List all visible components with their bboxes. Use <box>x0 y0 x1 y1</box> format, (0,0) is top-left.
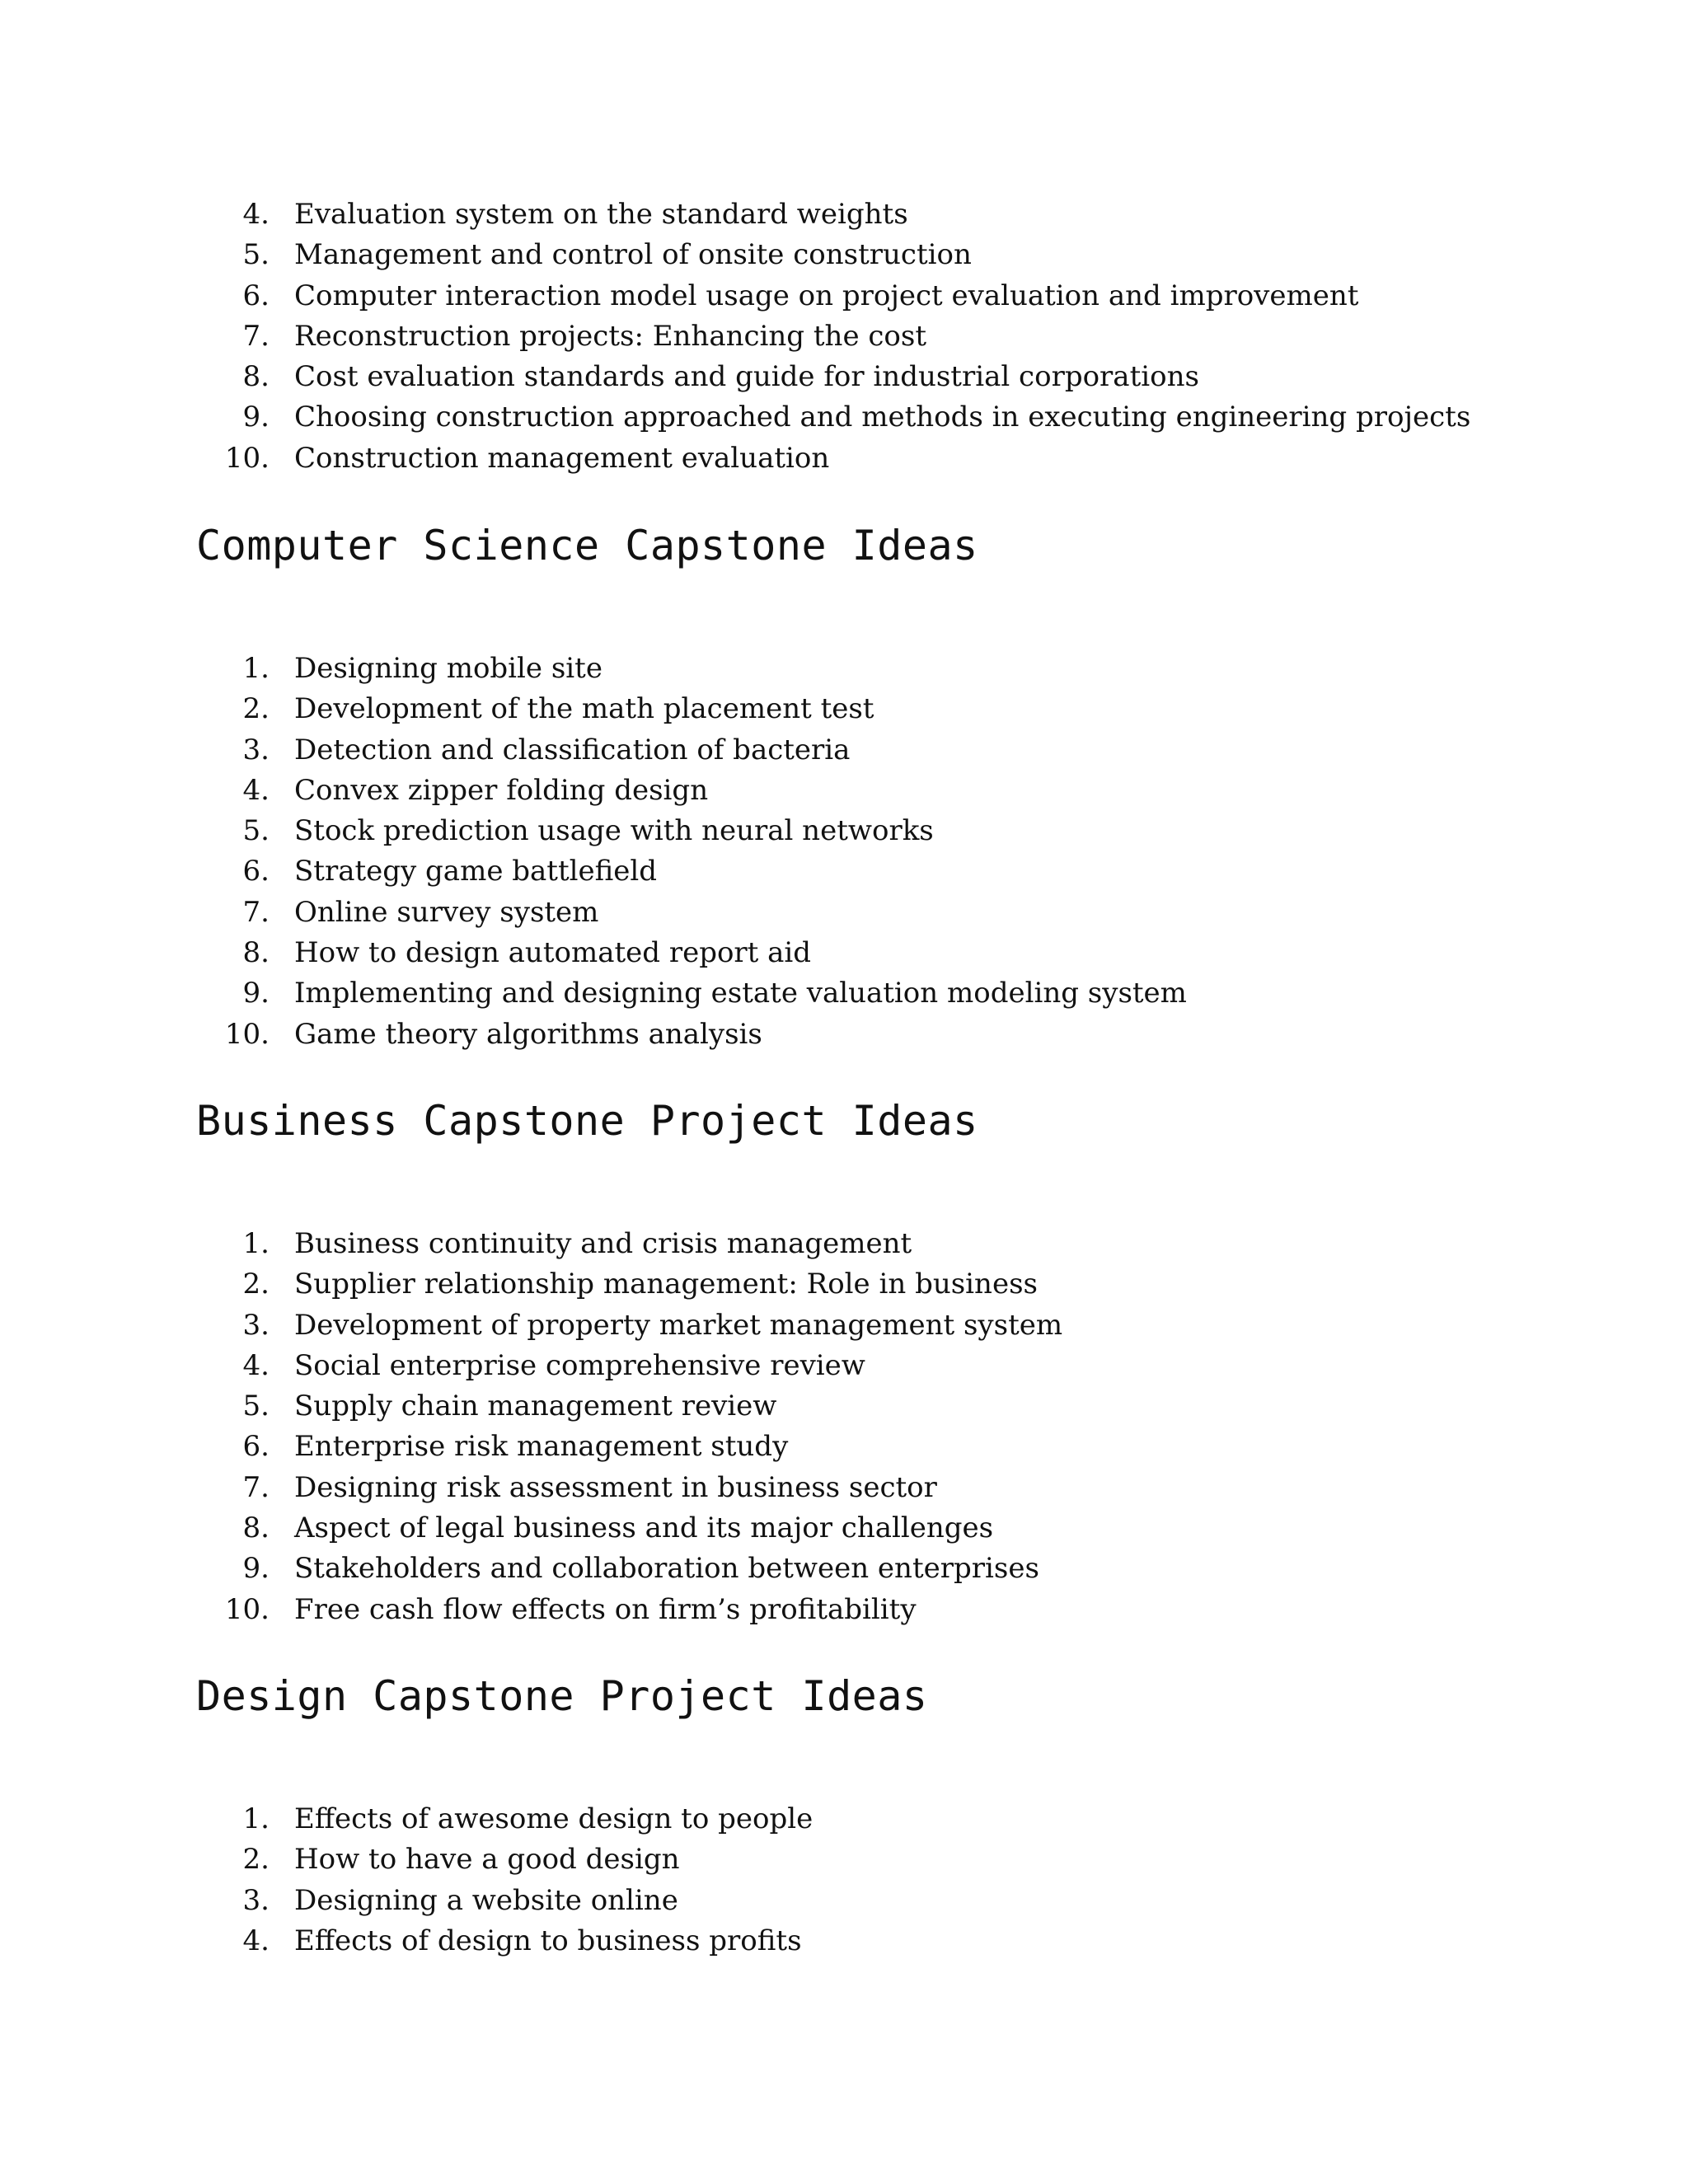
list-item-text: Designing mobile site <box>294 652 603 685</box>
list-item-text: Game theory algorithms analysis <box>294 1017 762 1051</box>
list-number: 6. <box>242 855 270 888</box>
list-item-text: Supply chain management review <box>294 1390 777 1423</box>
list-item-text: Choosing construction approached and methods in executing engineering projects <box>294 401 1471 434</box>
list-number: 8. <box>242 1511 270 1545</box>
list-item-text: How to design automated report aid <box>294 936 812 970</box>
list-number: 4. <box>242 198 270 231</box>
list-number: 3. <box>242 1308 270 1342</box>
list-number: 2. <box>242 1268 270 1301</box>
list-number: 8. <box>242 936 270 970</box>
list-item-text: Reconstruction projects: Enhancing the cost <box>294 319 926 353</box>
list-number: 3. <box>242 733 270 766</box>
list-number: 3. <box>242 1883 270 1917</box>
list-item-text: Effects of awesome design to people <box>294 1802 814 1835</box>
list-item-text: Implementing and designing estate valuation modeling system <box>294 977 1187 1010</box>
list-number: 1. <box>242 1802 270 1835</box>
list-item-text: Social enterprise comprehensive review <box>294 1348 865 1382</box>
list-item-text: Computer interaction model usage on project evaluation and improvement <box>294 279 1359 312</box>
list-number: 2. <box>242 692 270 726</box>
list-item-text: Development of the math placement test <box>294 692 874 726</box>
list-number: 2. <box>242 1843 270 1877</box>
list-item-text: Enterprise risk management study <box>294 1430 789 1464</box>
list-item-text: Evaluation system on the standard weights <box>294 198 908 231</box>
section-heading-business: Business Capstone Project Ideas <box>196 1097 978 1145</box>
list-item-text: Stock prediction usage with neural networks <box>294 814 934 848</box>
list-item-text: Stakeholders and collaboration between enterprises <box>294 1552 1039 1586</box>
list-number: 1. <box>242 1227 270 1260</box>
list-item-text: How to have a good design <box>294 1843 680 1877</box>
list-item-text: Cost evaluation standards and guide for industrial corporations <box>294 360 1199 394</box>
list-item-text: Supplier relationship management: Role in business <box>294 1268 1038 1301</box>
list-number: 4. <box>242 1924 270 1957</box>
list-item-text: Online survey system <box>294 895 599 929</box>
list-number: 9. <box>242 1552 270 1586</box>
list-number: 7. <box>242 1470 270 1504</box>
list-number: 6. <box>242 279 270 312</box>
list-number: 1. <box>242 652 270 685</box>
list-number: 9. <box>242 977 270 1010</box>
list-item-text: Designing a website online <box>294 1883 678 1917</box>
list-item-text: Business continuity and crisis management <box>294 1227 912 1260</box>
list-number: 10. <box>224 441 270 475</box>
list-item-text: Strategy game battlefield <box>294 855 658 888</box>
list-item-text: Development of property market management system <box>294 1308 1063 1342</box>
list-number: 7. <box>242 319 270 353</box>
list-item-text: Free cash flow effects on firm’s profitability <box>294 1592 917 1626</box>
list-number: 4. <box>242 1348 270 1382</box>
list-number: 4. <box>242 773 270 807</box>
list-number: 10. <box>224 1017 270 1051</box>
list-item-text: Effects of design to business profits <box>294 1924 802 1957</box>
list-number: 5. <box>242 238 270 272</box>
section-heading-computer-science: Computer Science Capstone Ideas <box>196 522 978 569</box>
list-number: 7. <box>242 895 270 929</box>
list-item-text: Detection and classification of bacteria <box>294 733 851 766</box>
list-number: 5. <box>242 814 270 848</box>
list-item-text: Management and control of onsite construction <box>294 238 972 272</box>
list-item-text: Designing risk assessment in business sector <box>294 1470 937 1504</box>
list-number: 9. <box>242 401 270 434</box>
list-item-text: Convex zipper folding design <box>294 773 709 807</box>
list-number: 10. <box>224 1592 270 1626</box>
list-number: 5. <box>242 1390 270 1423</box>
list-number: 8. <box>242 360 270 394</box>
list-item-text: Construction management evaluation <box>294 441 830 475</box>
list-item-text: Aspect of legal business and its major challenges <box>294 1511 994 1545</box>
section-heading-design: Design Capstone Project Ideas <box>196 1672 928 1720</box>
list-number: 6. <box>242 1430 270 1464</box>
